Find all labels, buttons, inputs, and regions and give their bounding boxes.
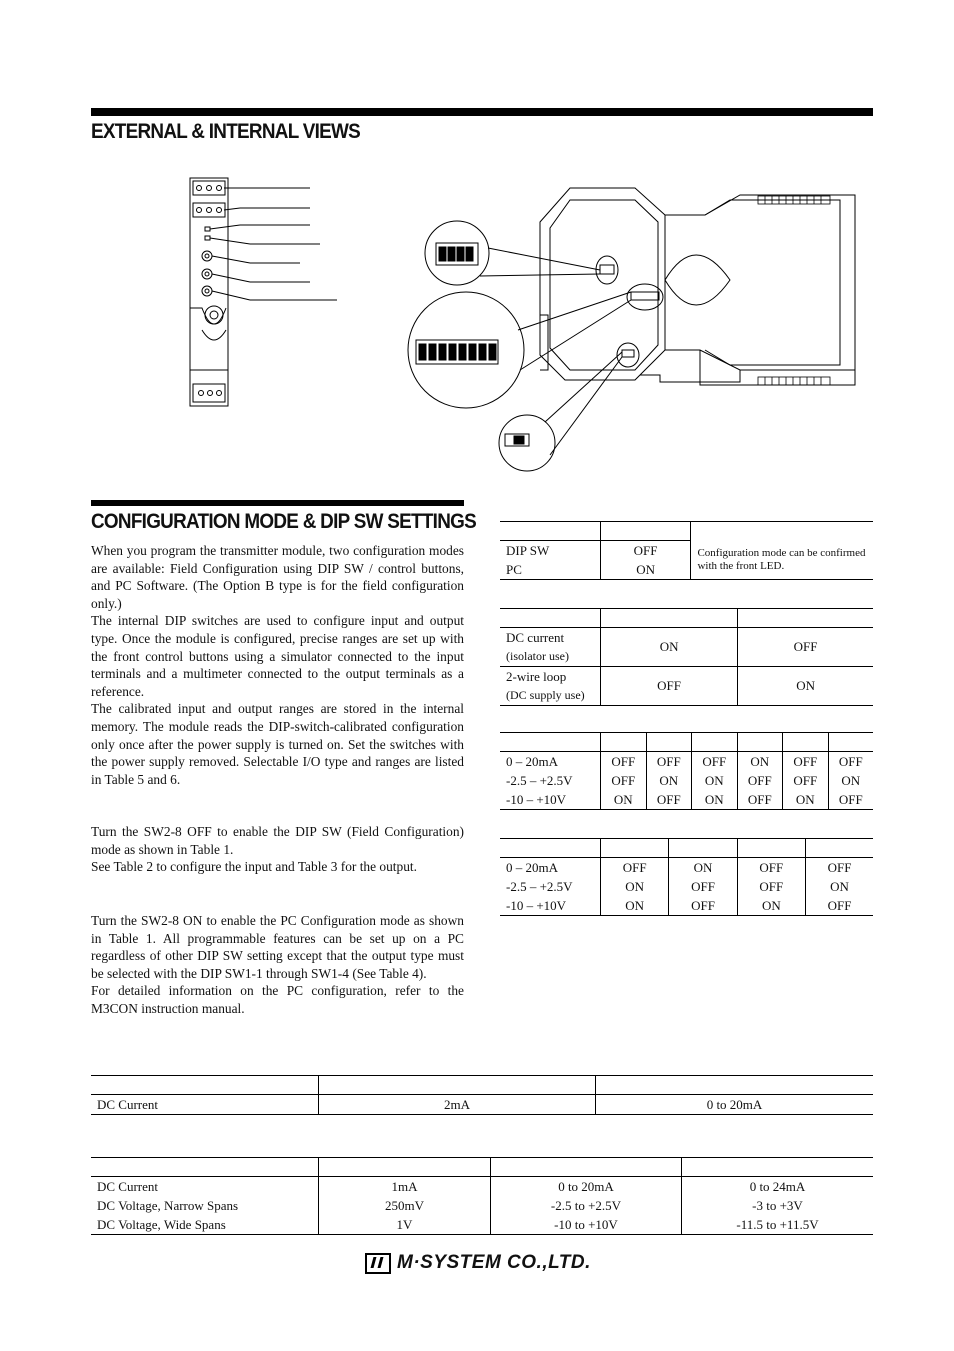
pc-config-paragraph: For detailed information on the PC configuration, refer to the M3CON instruction manual.	[91, 983, 464, 1016]
cell: 0 – 20mA	[506, 859, 558, 875]
table-6-output-ranges	[91, 1157, 873, 1235]
cell: ON	[601, 877, 669, 896]
intro-text	[91, 542, 464, 788]
cell: ON	[692, 790, 738, 810]
cell: 1mA	[319, 1177, 491, 1197]
cell: -2.5 – +2.5V	[506, 772, 573, 788]
logo-mark-icon	[365, 1253, 391, 1274]
table-3-output-sw	[500, 732, 873, 810]
cell: DC Voltage, Narrow Spans	[97, 1197, 239, 1213]
intro-paragraph: The calibrated input and output ranges are stored in the internal memory. The module reads the DIP-switch-calibrated configuration only once after the power supply is turned on. Set the switches with the power supply removed. Selectable I/O type and ranges are listed in Table 5 and 6.	[91, 701, 464, 787]
cell: OFF	[737, 858, 805, 878]
cell: ON	[738, 667, 873, 706]
cell: ON	[601, 790, 647, 810]
front-view-diagram	[180, 170, 350, 415]
cell: ON	[737, 896, 805, 916]
cell: ON	[806, 877, 873, 896]
cell: 250mV	[319, 1196, 491, 1215]
cell: 0 – 20mA	[506, 753, 558, 769]
field-config-text	[91, 823, 464, 876]
table-row	[500, 790, 873, 810]
section-rule-top	[91, 108, 873, 116]
cell: -2.5 – +2.5V	[506, 878, 573, 894]
cell: -10 – +10V	[500, 790, 601, 810]
intro-paragraph: The internal DIP switches are used to configure input and output type. Once the module is configured, precise ranges are set up with the front control buttons using a simulator connected to the input terminals and a multimeter connected to the output terminals as a reference.	[91, 613, 464, 699]
cell: OFF	[601, 752, 647, 772]
cell: ON	[601, 628, 738, 667]
table-2-input-type	[500, 608, 873, 706]
cell: OFF	[600, 541, 691, 561]
cell: -11.5 to +11.5V	[682, 1215, 874, 1235]
cell: OFF	[737, 771, 783, 790]
cell: DIP SW	[506, 542, 550, 558]
cell: ON	[692, 771, 738, 790]
table-row	[500, 896, 873, 916]
company-name: M·SYSTEM CO.,LTD.	[397, 1252, 591, 1273]
table-row	[500, 858, 873, 878]
section-title-views: EXTERNAL & INTERNAL VIEWS	[91, 120, 361, 143]
cell: ON	[600, 560, 691, 580]
cell: PC	[500, 560, 600, 580]
cell: ON	[669, 858, 737, 878]
cell: OFF	[669, 877, 737, 896]
cell: -10 to +10V	[491, 1215, 682, 1235]
row-label: DC current	[506, 630, 565, 645]
cell: OFF	[646, 790, 692, 810]
field-config-paragraph: See Table 2 to configure the input and Table 3 for the output.	[91, 859, 417, 875]
cell: -2.5 to +2.5V	[491, 1196, 682, 1215]
cell: OFF	[601, 858, 669, 878]
cell: OFF	[601, 667, 738, 706]
company-logo	[365, 1252, 591, 1274]
cell: OFF	[783, 771, 829, 790]
section-rule-config	[91, 500, 464, 506]
cell: OFF	[806, 858, 873, 878]
cell: OFF	[692, 752, 738, 772]
cell: ON	[737, 752, 783, 772]
cell: DC Voltage, Wide Spans	[91, 1215, 319, 1235]
cell: OFF	[806, 896, 873, 916]
cell: OFF	[828, 752, 873, 772]
intro-paragraph: When you program the transmitter module, two configuration modes are available: Field Configuration using DIP SW / control buttons, and PC Software. (The Option B type is for the field configuration only.)	[91, 543, 464, 611]
cell: ON	[646, 771, 692, 790]
table-row	[500, 541, 873, 561]
cell: OFF	[669, 896, 737, 916]
row-sublabel: (isolator use)	[506, 649, 569, 663]
cell: 0 to 20mA	[491, 1177, 682, 1197]
cell: OFF	[601, 771, 647, 790]
pc-config-paragraph: Turn the SW2-8 ON to enable the PC Configuration mode as shown in Table 1. All programmable features can be set up on a PC regardless of other DIP SW setting except that the output type must be selected with the DIP SW1-1 through SW1-4 (See Table 4).	[91, 913, 464, 981]
section-title-config: CONFIGURATION MODE & DIP SW SETTINGS	[91, 510, 477, 533]
cell: ON	[783, 790, 829, 810]
cell: OFF	[646, 752, 692, 772]
cell: -10 – +10V	[500, 896, 601, 916]
field-config-paragraph: Turn the SW2-8 OFF to enable the DIP SW (Field Configuration) mode as shown in Table 1.	[91, 824, 464, 857]
table-5-input-ranges	[91, 1075, 873, 1115]
cell: ON	[828, 771, 873, 790]
table-row	[91, 1095, 873, 1115]
cell: OFF	[737, 790, 783, 810]
cell: DC Current	[97, 1178, 159, 1194]
cell: OFF	[738, 628, 873, 667]
table-row	[500, 667, 873, 706]
cell: 1V	[319, 1215, 491, 1235]
cell: 0 to 24mA	[682, 1177, 874, 1197]
row-sublabel: (DC supply use)	[506, 688, 585, 702]
cell: DC Current	[91, 1095, 319, 1115]
row-label: 2-wire loop	[506, 669, 567, 684]
cell: -3 to +3V	[682, 1196, 874, 1215]
table-row	[500, 771, 873, 790]
cell: 2mA	[319, 1095, 596, 1115]
table-row	[91, 1177, 873, 1197]
internal-view-diagram	[400, 170, 880, 480]
pc-config-text	[91, 912, 464, 1018]
table-row	[500, 752, 873, 772]
cell: 0 to 20mA	[596, 1095, 874, 1115]
table-note: Configuration mode can be confirmed with the front LED.	[691, 541, 873, 580]
cell: OFF	[737, 877, 805, 896]
table-row	[500, 877, 873, 896]
cell: ON	[601, 896, 669, 916]
cell: OFF	[783, 752, 829, 772]
table-4-output-type	[500, 838, 873, 916]
table-row	[91, 1215, 873, 1235]
table-row	[91, 1196, 873, 1215]
cell: OFF	[828, 790, 873, 810]
table-1-config-mode	[500, 521, 873, 580]
table-row	[500, 628, 873, 667]
